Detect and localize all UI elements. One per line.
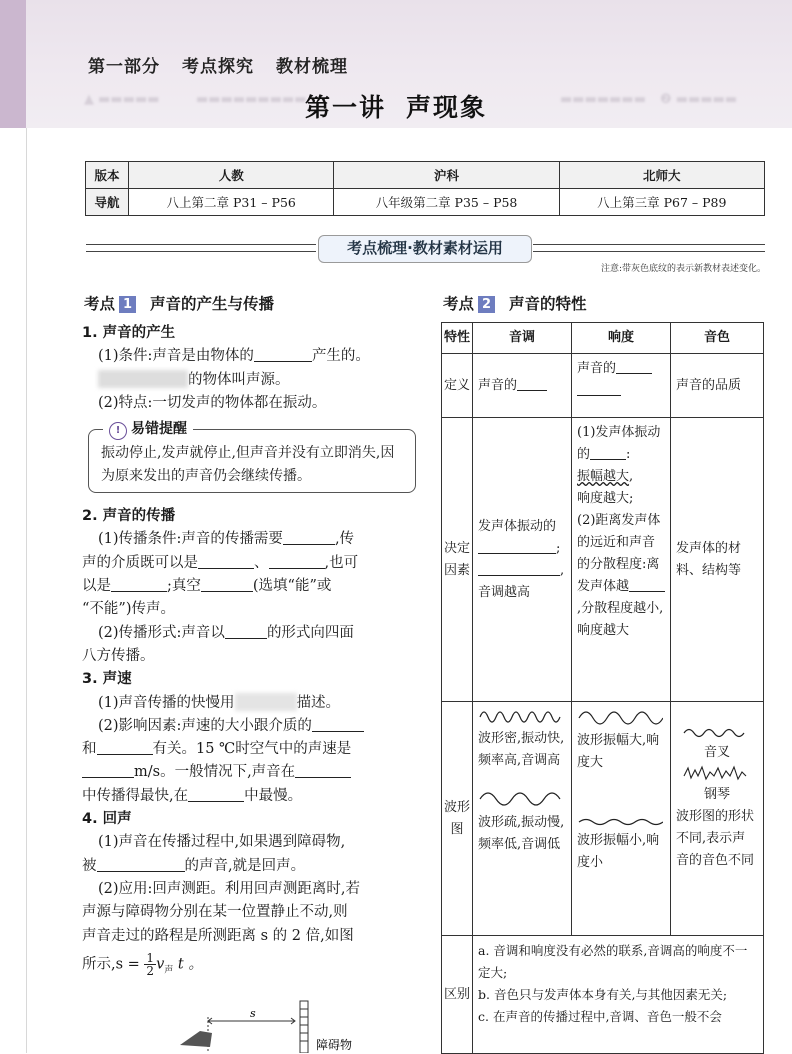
kd1-title: 声音的产生与传播 (150, 295, 275, 313)
echo-figure (150, 995, 390, 1053)
bleed-through-text: ▲ ▬▬▬▬▬ (84, 92, 160, 107)
factor-loud-text: (1)发声体振动的 (577, 425, 661, 462)
kd2-heading (443, 292, 587, 314)
table-header: 响度 (572, 323, 671, 354)
s2-text: 的形式向四面 (266, 624, 354, 641)
fill-blank (254, 347, 312, 362)
s2-line2 (82, 552, 412, 575)
row-label-difference: 区别 (442, 936, 473, 1054)
factor-pitch: 发声体振动的 ; , 音调越高 (473, 418, 572, 702)
s2-heading: 2. 声音的传播 (82, 508, 176, 525)
fraction (144, 952, 156, 977)
row-label-waveform: 波形图 (442, 702, 473, 936)
formula-v: v (156, 956, 165, 973)
s3-line5 (82, 785, 412, 808)
wave-loud-b: 波形振幅小,响度小 (577, 833, 660, 870)
warning-text: 振动停止,发声就停止,但声音并没有立即消失,因为原来发出的声音仍会继续传播。 (101, 445, 395, 485)
s1-condition-end: 产生的。 (311, 348, 370, 365)
s1-condition (82, 345, 412, 368)
diff-a: a. 音调和响度没有必然的联系,音调高的响度不一定大; (478, 943, 748, 980)
s3-text: 和 (82, 741, 97, 758)
edition-cell: 人教 (129, 162, 334, 189)
s3-line3 (82, 738, 412, 761)
table-header: 特性 (442, 323, 473, 354)
kd2-number-badge: 2 (478, 296, 495, 313)
s1-feature: (2)特点:一切发声的物体都在振动。 (98, 394, 327, 411)
s4-echo: (1)声音在传播过程中,如果遇到障碍物, (98, 834, 346, 851)
factor-loudness: (1)发声体振动的 : 振幅越大, 响度越大; (2)距离发声体的远近和声音的分散程度:离发声体越,分散程度越小,响度越大 (572, 418, 671, 702)
def-loudness (572, 354, 671, 418)
fill-blank (188, 787, 244, 802)
s2-text: (1)传播条件:声音的传播需要 (98, 531, 283, 548)
wave-loudness (572, 702, 671, 936)
kd1-heading (84, 292, 274, 314)
sound-source-shape (180, 1031, 212, 1047)
s2-text: 以是 (82, 578, 111, 595)
piano-wave-icon (682, 764, 752, 784)
formula-t: t 。 (177, 956, 203, 973)
redacted-blur (235, 693, 297, 711)
fill-blank (312, 717, 364, 732)
s2-line6: 八方传播。 (82, 647, 155, 664)
fill-blank (295, 763, 351, 778)
warning-label-text: 易错提醒 (131, 421, 187, 438)
factor-pitch-text: 发声体振动的 (478, 518, 557, 534)
s4-line2 (82, 855, 412, 878)
diff-b: b. 音色只与发声体本身有关,与其他因素无关; (478, 987, 728, 1002)
factor-loud-distance: (2)距离发声体的远近和声音的分散程度:离发声体越 (577, 513, 661, 594)
version-navigation-table (85, 161, 765, 216)
edition-cell: 沪科 (334, 162, 559, 189)
section-banner: 考点梳理·教材素材运用 (318, 235, 532, 263)
wave-pitch (473, 702, 572, 936)
note-text: 注意:带灰色底纹的表示新教材表述变化。 (600, 264, 766, 274)
s3-factor (82, 715, 412, 738)
kd1-content (82, 322, 412, 983)
s2-line4: “不能”)传声。 (82, 601, 175, 618)
s2-text: ;真空 (167, 578, 201, 595)
dense-wave-icon (478, 706, 564, 728)
diff-c: c. 在声音的传播过程中,音调、音色一般不会 (478, 1009, 722, 1024)
def-pitch (473, 354, 572, 418)
lecture-number: 第一讲 (304, 93, 386, 122)
fill-blank (269, 554, 325, 569)
row-label: 导航 (86, 189, 129, 216)
s3-speed (82, 692, 412, 715)
difference-cell (473, 936, 764, 1054)
timbre-explanation: 波形图的形状不同,表示声音的音色不同 (676, 809, 755, 868)
row-label-factors: 决定因素 (442, 418, 473, 702)
banner-rule-left (86, 244, 316, 252)
sound-properties-table (441, 322, 764, 1054)
small-amplitude-wave-icon (577, 814, 663, 830)
timbre-fork-label: 音叉 (703, 745, 730, 760)
fill-blank (590, 446, 626, 460)
redacted-blur (98, 370, 188, 388)
wave-timbre (671, 702, 764, 936)
table-header: 音色 (671, 323, 764, 354)
lecture-name: 声现象 (406, 93, 488, 122)
banner-rule-right (533, 244, 765, 252)
row-label-definition: 定义 (442, 354, 473, 418)
kd1-number-badge: 1 (119, 296, 136, 313)
fill-blank (111, 577, 167, 592)
s2-form (82, 622, 412, 645)
large-amplitude-wave-icon (577, 706, 663, 730)
page-title (0, 88, 792, 124)
fill-blank (225, 624, 267, 639)
s1-source (82, 369, 412, 392)
s4-application: (2)应用:回声测距。利用回声测距离时,若 (98, 880, 361, 897)
s3-text: m/s。一般情况下,声音在 (134, 764, 296, 781)
fig-obstacle-label: 障碍物 (316, 1038, 353, 1052)
formula-sub: 声 (164, 965, 174, 976)
fill-blank (577, 382, 621, 396)
fill-blank (97, 740, 153, 755)
warning-label (103, 418, 193, 441)
tuning-fork-wave-icon (682, 724, 752, 742)
chapter-cell: 八年级第二章 P35 – P58 (334, 189, 559, 216)
s3-line4 (82, 761, 412, 784)
warning-triangle-icon: ! (109, 422, 127, 440)
fill-blank (517, 377, 547, 391)
fill-blank (198, 554, 254, 569)
sparse-wave-icon (478, 786, 564, 812)
fig-s-label: s (250, 1007, 256, 1020)
s1-heading: 1. 声音的产生 (82, 325, 176, 341)
s2-line3 (82, 575, 412, 598)
s4-line5: 声音走过的路程是所测距离 s 的 2 倍,如图 (82, 927, 354, 944)
s2-condition (82, 528, 412, 551)
s2-text: (选填“能”或 (252, 578, 332, 595)
wave-loud-a: 波形振幅大,响度大 (577, 733, 660, 770)
section-part: 第一部分 (88, 57, 160, 77)
kd2-title: 声音的特性 (509, 295, 587, 313)
s1-source-text: 的物体叫声源。 (188, 371, 290, 388)
s4-heading: 4. 回声 (82, 811, 132, 828)
fill-blank (201, 577, 253, 592)
section-topic: 考点探究 (182, 57, 254, 77)
s4-text: 的声音,就是回声。 (184, 857, 306, 874)
fraction-denominator: 2 (146, 963, 155, 978)
def-timbre: 声音的品质 (671, 354, 764, 418)
section-sub: 教材梳理 (276, 57, 348, 77)
fill-blank (97, 857, 185, 872)
wave-pitch-b: 波形疏,振动慢,频率低,音调低 (478, 815, 565, 852)
bleed-through-text: ❷ ▬▬▬▬▬ (660, 92, 738, 107)
s4-text: 被 (82, 857, 97, 874)
bleed-through-text: ▬▬▬▬▬▬▬▬▬ (196, 92, 307, 107)
fill-blank (478, 562, 560, 576)
s4-line4: 声源与障碍物分别在某一位置静止不动,则 (82, 904, 348, 921)
s3-text: 中传播得最快,在 (82, 787, 189, 804)
s1-condition-text: (1)条件:声音是由物体的 (98, 348, 254, 365)
formula-text: 所示,s = (82, 956, 140, 973)
s3-heading: 3. 声速 (82, 671, 132, 688)
row-label: 版本 (86, 162, 129, 189)
s3-text: (1)声音传播的快慢用 (98, 694, 235, 711)
s2-text: 声的介质既可以是 (82, 554, 198, 571)
fill-blank (629, 578, 665, 592)
edition-cell: 北师大 (559, 162, 764, 189)
fill-blank (283, 530, 335, 545)
factor-timbre: 发声体的材料、结构等 (671, 418, 764, 702)
chapter-cell: 八上第三章 P67 – P89 (559, 189, 764, 216)
factor-loud-result: 响度越大; (577, 491, 634, 506)
chapter-cell: 八上第二章 P31 – P56 (129, 189, 334, 216)
fill-blank (616, 360, 652, 374)
def-pitch-text: 声音的 (478, 377, 518, 393)
kd2-label: 考点 (443, 295, 475, 313)
s3-text: 有关。15 ℃时空气中的声速是 (152, 741, 352, 758)
factor-loud-end: ,分散程度越小,响度越大 (577, 601, 664, 638)
section-heading (88, 52, 370, 77)
def-loud-text: 声音的 (577, 361, 617, 376)
warning-box (88, 421, 416, 493)
s2-text: (2)传播形式:声音以 (98, 624, 225, 641)
fill-blank (478, 540, 556, 554)
factor-pitch-result: 音调越高 (478, 584, 531, 600)
fill-blank (82, 763, 134, 778)
table-header: 音调 (473, 323, 572, 354)
s2-text: ,也可 (324, 554, 359, 571)
s3-text: 中最慢。 (244, 787, 303, 804)
s4-formula (82, 952, 412, 983)
kd1-label: 考点 (84, 295, 116, 313)
timbre-piano-label: 钢琴 (703, 787, 730, 802)
fraction-numerator: 1 (146, 950, 155, 965)
page-margin-line (26, 128, 27, 1053)
bleed-through-text: ▬▬▬▬▬▬▬ (560, 92, 646, 107)
s2-text: ,传 (334, 531, 355, 548)
s2-text: 、 (254, 554, 269, 571)
s3-text: 描述。 (296, 694, 341, 711)
factor-loud-amplitude: 振幅越大 (577, 469, 630, 484)
s3-text: (2)影响因素:声速的大小跟介质的 (98, 717, 312, 734)
wave-pitch-a: 波形密,振动快,频率高,音调高 (478, 731, 565, 768)
